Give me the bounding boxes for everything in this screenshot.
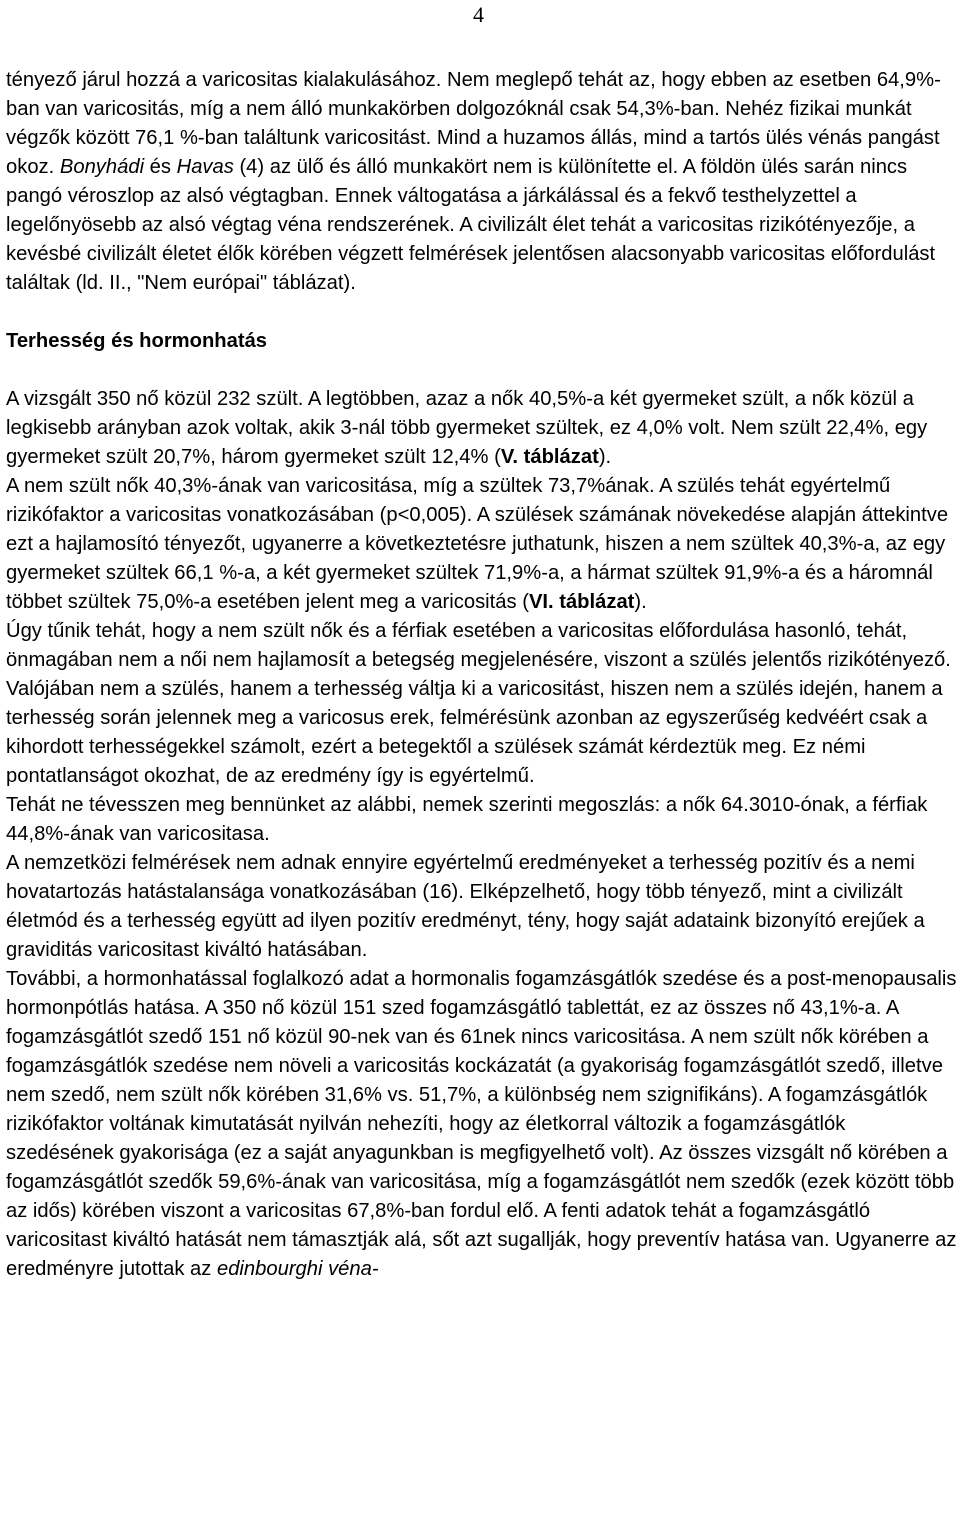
- table-reference: VI. táblázat: [528, 591, 635, 613]
- paragraph: [6, 385, 958, 472]
- intro-text: és: [149, 156, 171, 178]
- page-number: 4: [473, 2, 484, 27]
- section-heading: Terhesség és hormonhatás: [6, 330, 268, 352]
- intro-text: tényező járul hozzá a varicositas kialakulásához. Nem meglepő tehát az, hogy ebben az esetben 64,9%-ban van varicositás, míg a nem álló munkakörben dolgozóknál csak 54,3%-ban. Nehéz fizikai munkát végzők között 76,1 %-ban találtunk varicositást. Mind a huzamos állás, mind a tartós ülés vénás pangást okoz.: [6, 69, 941, 178]
- intro-paragraph: [6, 66, 958, 298]
- author-name: Bonyhádi: [59, 156, 145, 178]
- paragraph: [6, 472, 958, 617]
- paragraph-text: További, a hormonhatással foglalkozó adat a hormonalis fogamzásgátlók szedése és a post-menopausalis hormonpótlás hatása. A 350 nő közül 151 szed fogamzásgátló tablettát, ez az összes nő 43,1%-a. A fogamzásgátlót szedő 151 nő közül 90-nek van és 61nek nincs varicositása. A nem szült nők körében a fogamzásgátlók szedése nem növeli a varicositás kockázatát (a gyakoriság fogamzásgátlót szedő, illetve nem szedő, nem szült nők körében 31,6% vs. 51,7%, a különbség nem szignifikáns). A fogamzásgátlók rizikófaktor voltának kimutatását nyilván nehezíti, hogy az életkorral változik a fogamzásgátlók szedésének gyakorisága (ez a saját anyagunkban is megfigyelhető volt). Az összes vizsgált nő körében a fogamzásgátlót szedők 59,6%-ának van varicositása, míg a fogamzásgátlót nem szedők (ezek között több az idős) körében viszont a varicositas 67,8%-ban fordul elő. A fenti adatok tehát a fogamzásgátló varicositast kiváltó hatását nem támasztják alá, sőt azt sugallják, hogy preventív hatása van. Ugyanerre az eredményre jutottak az: [6, 968, 957, 1280]
- paragraph: A nemzetközi felmérések nem adnak ennyire egyértelmű eredményeket a terhesség pozitív és a nemi hovatartozás hatástalansága vonatkozásában (16). Elképzelhető, hogy több tényező, mint a civilizált életmód és a terhesség együtt ad ilyen pozitív eredményt, tény, hogy saját adataink bizonyító erejűek a graviditás varicositast kiváltó hatásában.: [6, 852, 925, 961]
- paragraph: Tehát ne tévesszen meg bennünket az alábbi, nemek szerinti megoszlás: a nők 64.3010-ónak, a férfiak 44,8%-ának van varicositasa.: [6, 794, 928, 845]
- paragraph: Úgy tűnik tehát, hogy a nem szült nők és a férfiak esetében a varicositas előfordulása hasonló, tehát, önmagában nem a női nem hajlamosít a betegség megjelenésére, viszont a szülés jelentős rizikótényező. Valójában nem a szülés, hanem a terhesség váltja ki a varicositást, hiszen nem a szülés idején, hanem a terhesség során jelennek meg a varicosus erek, felmérésünk azonban az egyszerűség kedvéért csak a kihordott terhességekkel számolt, ezért a betegektől a szülések számát kérdeztük meg. Ez némi pontatlanságot okozhat, de az eredmény így is egyértelmű.: [6, 620, 951, 787]
- intro-text: (4) az ülő és álló munkakört nem is különítette el. A földön ülés sarán nincs pangó véroszlop az alsó végtagban. Ennek váltogatása a járkálással és a fekvő testhelyzettel a legelőnyösebb az alsó végtag véna rendszerének. A civilizált élet tehát a varicositas rizikótényezője, a kevésbé civilizált életet élők körében végzett felmérések jelentősen alacsonyabb varicositas előfordulást találtak (ld. II., "Nem európai" táblázat).: [6, 156, 936, 294]
- table-reference: V. táblázat: [500, 446, 599, 468]
- paragraph-text: ).: [634, 591, 647, 613]
- document-body: [6, 66, 958, 1284]
- author-name: Havas: [176, 156, 234, 178]
- paragraph-text: A nem szült nők 40,3%-ának van varicositása, míg a szültek 73,7%ának. A szülés tehát egyértelmű rizikófaktor a varicositas vonatkozásában (p<0,005). A szülések számának növekedése alapján áttekintve ezt a hajlamosító tényezőt, ugyanerre a következtetésre juthatunk, hiszen a nem szültek 40,3%-a, az egy gyermeket szültek 66,1 %-a, a két gyermeket szültek 71,9%-a, a hármat szültek 91,9%-a és a háromnál többet szültek 75,0%-a esetében jelent meg a varicositás (: [6, 475, 949, 613]
- spacer: [6, 298, 958, 327]
- spacer: [6, 356, 958, 385]
- study-name: edinbourghi véna-: [216, 1258, 379, 1280]
- paragraph-text: ).: [598, 446, 612, 468]
- paragraph-text: A vizsgált 350 nő közül 232 szült. A legtöbben, azaz a nők 40,5%-a két gyermeket szült, a nők közül a legkisebb arányban azok voltak, akik 3-nál több gyermeket szültek, ez 4,0% volt. Nem szült 22,4%, egy gyermeket szült 20,7%, három gyermeket szült 12,4% (: [6, 388, 928, 468]
- paragraph: [6, 965, 958, 1284]
